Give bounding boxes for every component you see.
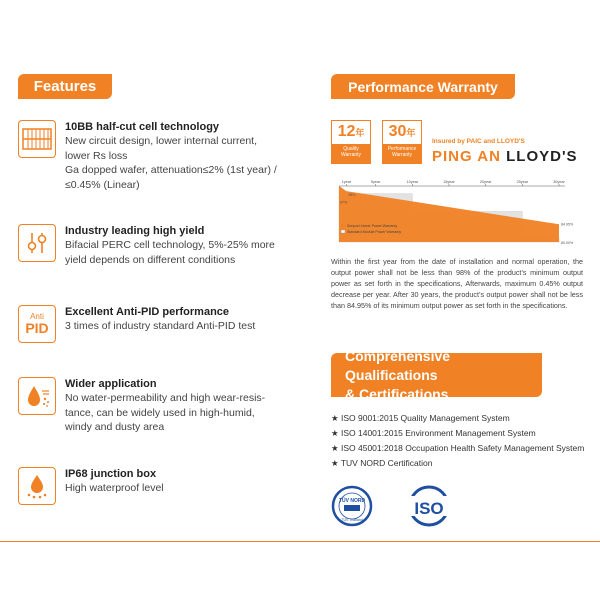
- junction-box-icon: [18, 467, 56, 505]
- tuv-nord-logo: [331, 485, 373, 527]
- features-heading: Features: [18, 74, 112, 99]
- x-tick-label: 10year: [406, 180, 419, 184]
- certification-list: [331, 411, 596, 471]
- x-tick-label: 5year: [370, 180, 381, 184]
- legend-label: Sunport Linear Power Warranty: [347, 224, 398, 228]
- anti-pid-icon: Anti PID: [18, 305, 56, 343]
- feature-description: New circuit design, lower internal current, lower Rs loss Ga dopped wafer, attenuation≤2% (1st year) / ≤0.45% (Linear): [65, 135, 277, 191]
- svg-text:TÜV Thailand: TÜV Thailand: [341, 518, 363, 522]
- feature-description: Bifacial PERC cell technology, 5%-25% more yield depends on different conditions: [65, 239, 275, 266]
- x-tick-label: 25year: [516, 180, 529, 184]
- sliders-icon: [18, 224, 56, 262]
- x-tick-label: 1year: [341, 180, 352, 184]
- water-dust-icon: [18, 377, 56, 415]
- feature-title: 10BB half-cut cell technology: [65, 121, 220, 133]
- x-tick-label: 15year: [443, 180, 455, 184]
- certification-item: ★ TUV NORD Certification: [331, 458, 433, 468]
- legend-swatch-sunport: [341, 224, 345, 227]
- feature-title: Excellent Anti-PID performance: [65, 306, 230, 318]
- performance-warranty-heading: Performance Warranty: [331, 74, 515, 99]
- data-label: 97%: [340, 200, 348, 205]
- certification-item: ★ ISO 9001:2015 Quality Management System: [331, 413, 510, 423]
- warranty-chart: [331, 176, 593, 250]
- pingan-lloyds-logo: PING AN LLOYD'S: [432, 148, 578, 165]
- data-label: 98%: [348, 193, 356, 198]
- feature-title: Wider application: [65, 378, 157, 390]
- x-tick-label: 30year: [553, 180, 565, 184]
- feature-title: IP68 junction box: [65, 468, 157, 480]
- bottom-divider: [0, 541, 600, 542]
- half-cut-cell-icon: [18, 120, 56, 158]
- x-tick-label: 20year: [479, 180, 492, 184]
- performance-warranty-badge: 30年 Performance Warranty: [382, 120, 422, 164]
- feature-description: 3 times of industry standard Anti-PID test: [65, 320, 256, 332]
- svg-text:TÜV NORD: TÜV NORD: [338, 498, 366, 504]
- feature-description: No water-permeability and high wear-resis- tance, can be widely used in high-humid, windy and dusty area: [65, 392, 266, 433]
- qualifications-heading: Comprehensive Qualifications & Certifications: [331, 353, 542, 397]
- feature-description: High waterproof level: [65, 482, 164, 494]
- legend-swatch-standard: [341, 230, 345, 233]
- insurer-note: Insured by PAIC and LLOYD'S: [432, 138, 525, 145]
- data-label: 80.00%: [561, 241, 574, 245]
- warranty-description: Within the first year from the date of installation and normal operation, the output power shall not be less than 98% of the product’s minimum output power as set forth in the specifications, Afterwards, maximum 0.45% output decrease per year. After 30 years, the product’s output power shall not be less than 84.95% of its minimum output power as set forth in the specifications.: [331, 257, 583, 310]
- svg-text:ISO: ISO: [414, 499, 444, 518]
- certification-item: ★ ISO 14001:2015 Environment Management System: [331, 428, 536, 438]
- feature-title: Industry leading high yield: [65, 225, 205, 237]
- data-label: 84.95%: [561, 222, 574, 227]
- iso-logo: [405, 484, 453, 528]
- quality-warranty-badge: 12年 Quality Warranty: [331, 120, 371, 164]
- legend-label: Standard Module Power Warranty: [347, 230, 401, 234]
- certification-item: ★ ISO 45001:2018 Occupation Health Safety Management System: [331, 443, 585, 453]
